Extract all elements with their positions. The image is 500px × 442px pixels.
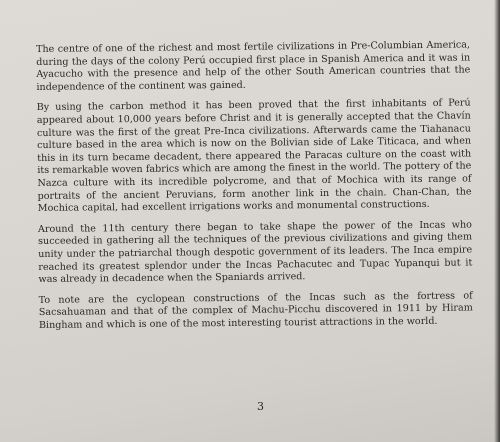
- paragraph-3: Around the 11th century there began to take shape the power of the Incas who succeeded in gathering all the techniques of the previous civilizations and giving them unity under the patriarchal though despotic government of its leaders. The Inca empire reached its greatest splendor under the Incas Pachacutec and Tupac Yupanqui but it was already in decadence when the Spaniards arrived.: [37, 219, 473, 286]
- page-edge-shadow: [494, 0, 500, 442]
- body-text: [36, 39, 473, 340]
- paragraph-2: By using the carbon method it has been proved that the first inhabitants of Perú appeared about 10,000 years before Christ and it is generally accepted that the Chavín culture was the first of the great Pre-Inca civilizations. Afterwards came the Tiahanacu culture based in the area which is now on the Bolivian side of Lake Titicaca, and when this in its turn became decadent, there appeared the Paracas culture on the coast with its remarkable woven fabrics which are among the finest in the world. The pottery of the Nazca culture with its incredible polycrome, and that of Mochica with its range of portraits of the ancient Peruvians, form another link in the chain. Chan-Chan, the Mochica capital, had excellent irrigations works and monumental constructions.: [36, 97, 472, 215]
- page-number: 3: [257, 400, 264, 413]
- paragraph-1: The centre of one of the richest and most fertile civilizations in Pre-Columbian America, during the days of the colony Perú occupied first place in Spanish America and it was in Ayacucho with the presence and help of the other South American countries that the independence of the continent was gained.: [36, 39, 471, 93]
- paragraph-4: To note are the cyclopean constructions of the Incas such as the fortress of Sacsahuaman and that of the complex of Machu-Picchu discovered in 1911 by Hiram Bingham and which is one of the most interesting tourist attractions in the world.: [38, 290, 473, 331]
